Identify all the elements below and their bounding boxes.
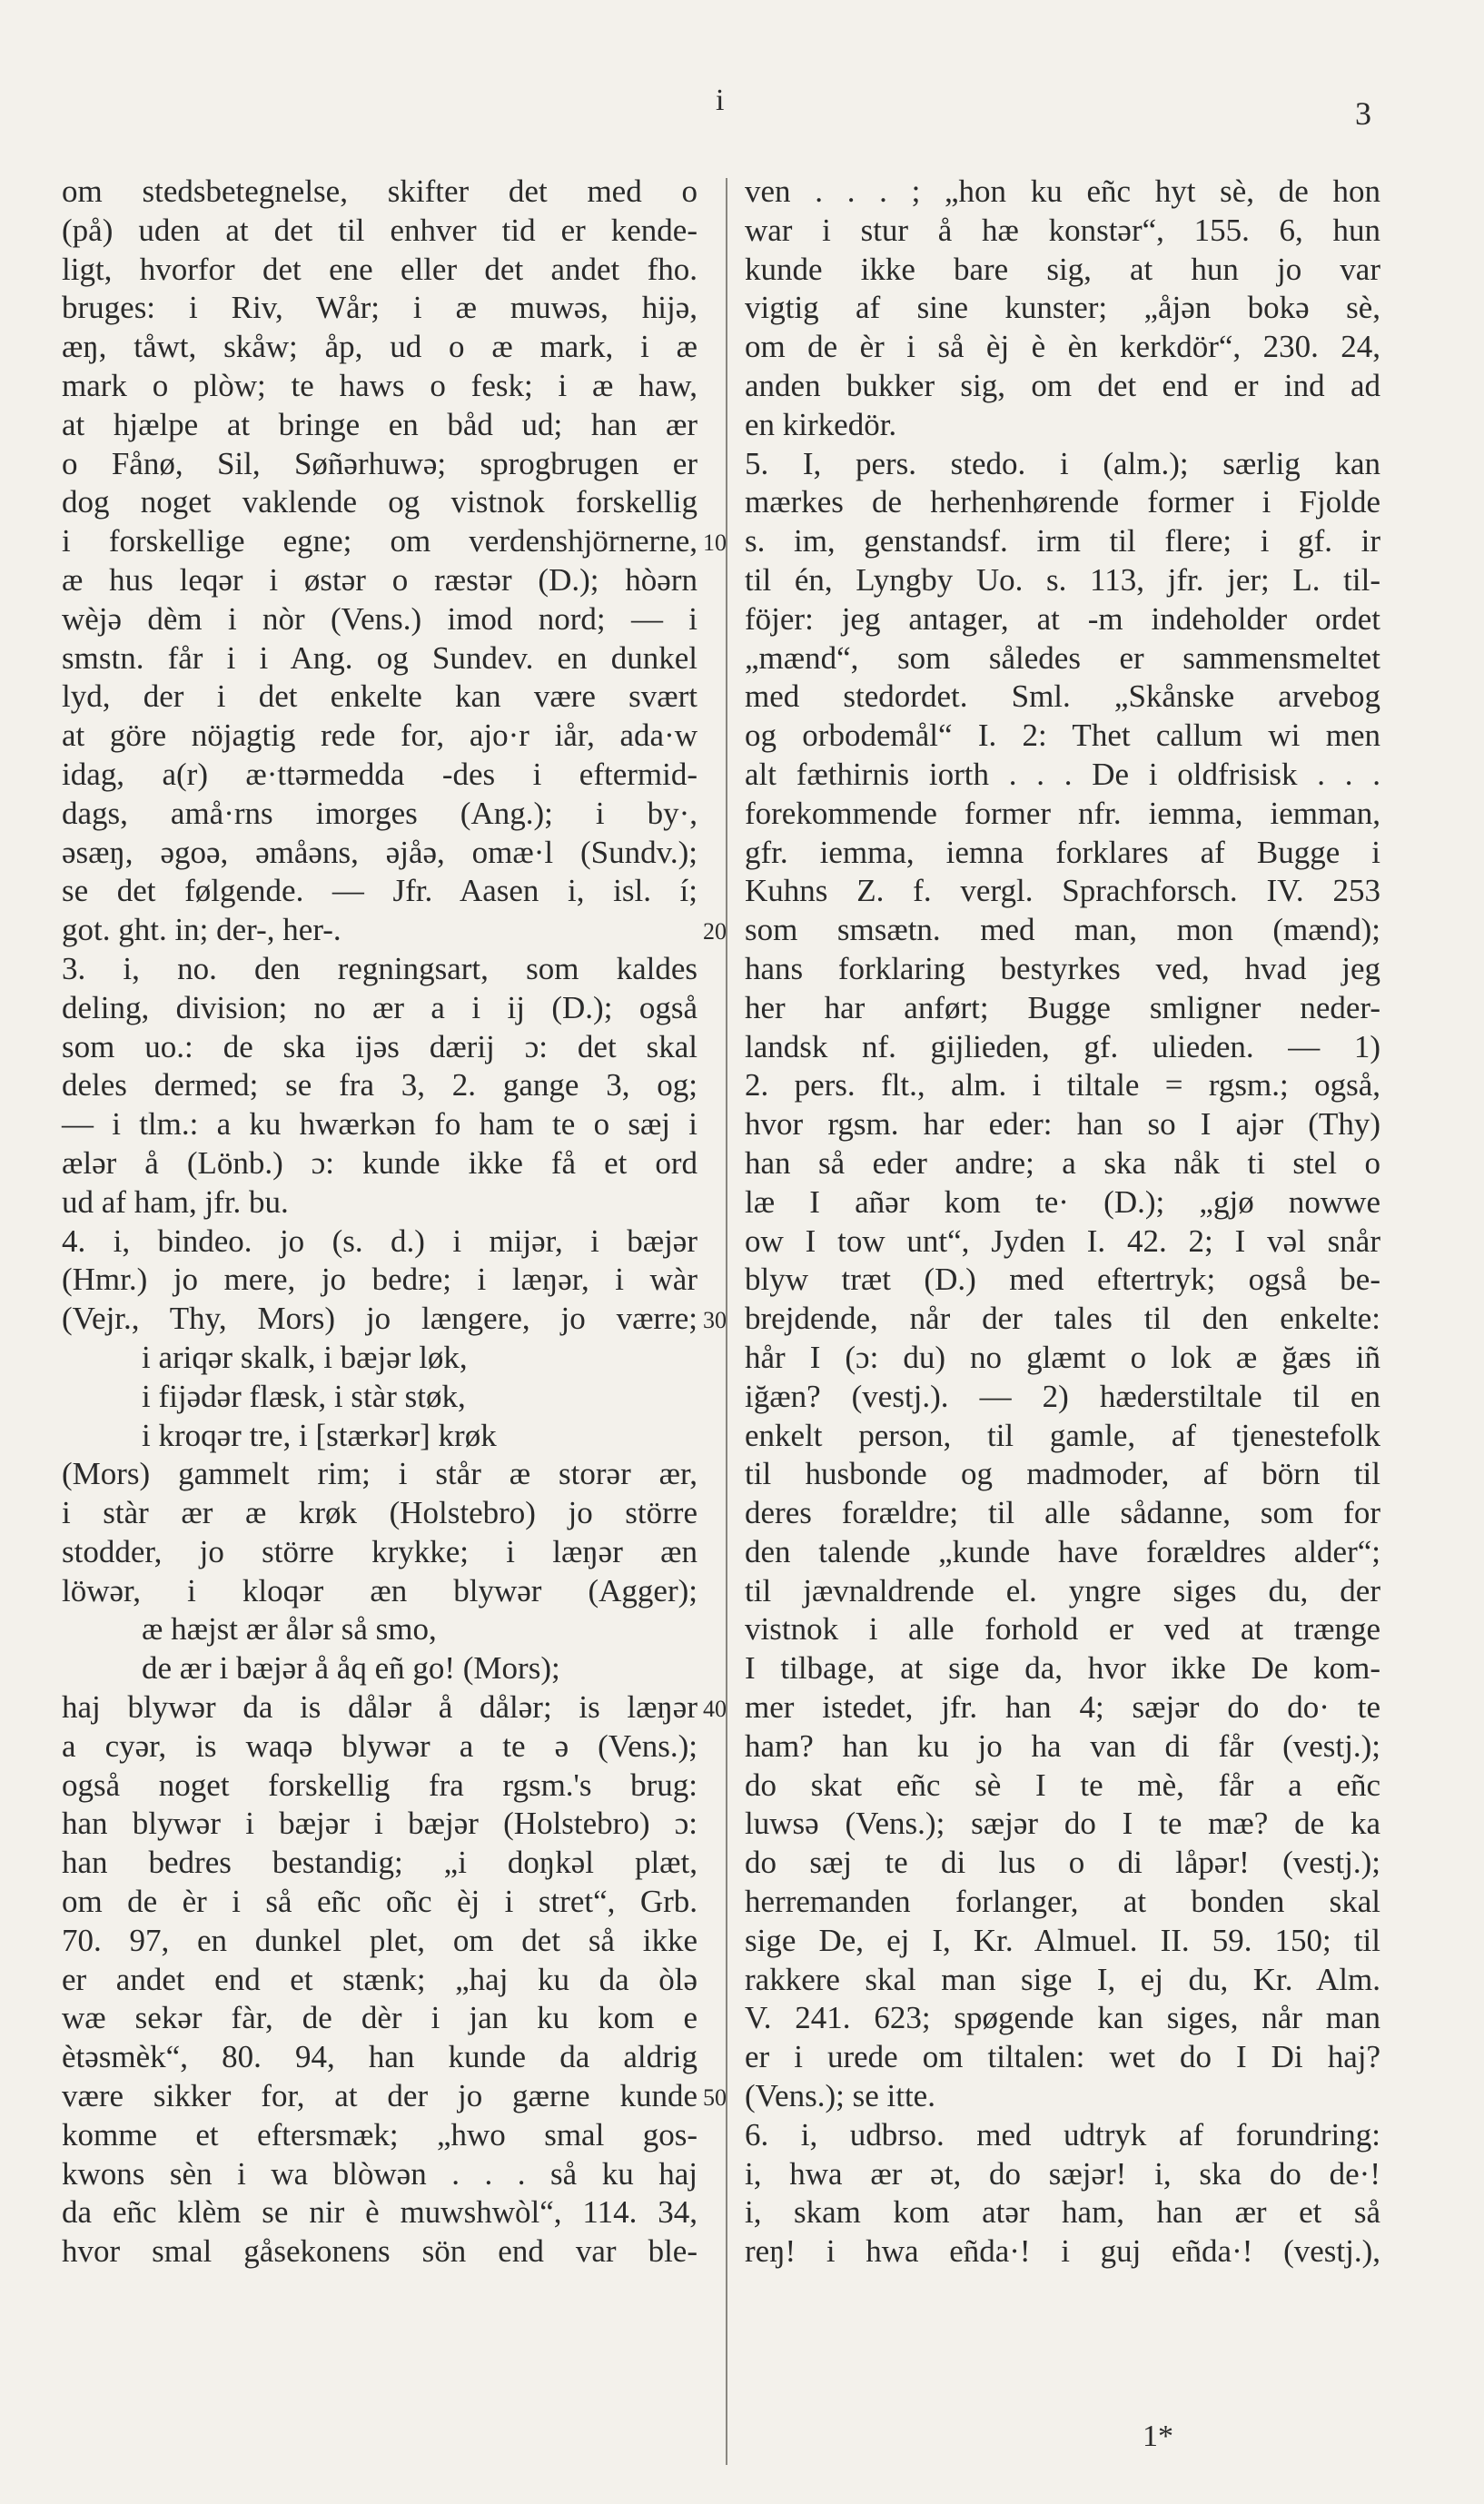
right-column-line: 2. pers. flt., alm. i tiltale = rgsm.; også, (745, 1067, 1380, 1104)
right-column-line: luwsə (Vens.); sæjər do I te mæ? de ka (745, 1806, 1380, 1842)
right-column-line: 6. i, udbrso. med udtryk af forundring: (745, 2116, 1380, 2153)
left-column-line: — i tlm.: a ku hwærkən fo ham te o sæj i (62, 1106, 697, 1143)
right-column-line: gfr. iemma, iemna forklares af Bugge i (745, 834, 1380, 870)
right-column-line: mærkes de herhenhørende former i Fjolde (745, 484, 1380, 520)
right-column-line: som smsætn. med man, mon (mænd); (745, 912, 1380, 948)
right-column-line: do skat eñc sè I te mè, får a eñc (745, 1767, 1380, 1803)
left-column-line: ligt, hvorfor det ene eller det andet fho. (62, 251, 697, 287)
left-column-line: wæ sekər fàr, de dèr i jan ku kom e (62, 2000, 697, 2036)
right-column-line: hvor rgsm. har eder: han so I ajər (Thy) (745, 1106, 1380, 1143)
left-column-line: ud af ham, jfr. bu. (62, 1183, 289, 1220)
line-number: 20 (703, 918, 727, 945)
left-column-line: (Vejr., Thy, Mors) jo længere, jo værre; (62, 1301, 697, 1337)
left-column-line: at göre nöjagtig rede for, ajo·r iår, ada·w (62, 718, 697, 754)
running-head-letter: i (716, 84, 725, 117)
left-column-line: i kroqər tre, i [stærkər] krøk (142, 1417, 497, 1453)
left-column-line: dog noget vaklende og vistnok forskellig (62, 484, 697, 520)
left-column-line: deles dermed; se fra 3, 2. gange 3, og; (62, 1067, 697, 1104)
right-column (745, 173, 1380, 2271)
left-column-line: idag, a(r) æ·ttərmedda -des i eftermid- (62, 756, 697, 792)
right-column-line: herremanden forlanger, at bonden skal (745, 1884, 1380, 1920)
right-column-line: og orbodemål“ I. 2: Thet callum wi men (745, 718, 1380, 754)
left-column-line: bruges: i Riv, Wår; i æ muwəs, hijə, (62, 290, 697, 326)
right-column-line: ven . . . ; „hon ku eñc hyt sè, de hon (745, 173, 1380, 209)
left-column-line: (på) uden at det til enhver tid er kende- (62, 212, 697, 248)
left-column-line: kwons sèn i wa blòwən . . . så ku haj (62, 2155, 697, 2192)
left-column (62, 173, 697, 2271)
right-column-line: er i urede om tiltalen: wet do I Di haj? (745, 2039, 1380, 2075)
left-column-line: komme et eftersmæk; „hwo smal gos- (62, 2116, 697, 2153)
left-column-line: wèjə dèm i nòr (Vens.) imod nord; — i (62, 600, 697, 637)
left-column-line: 3. i, no. den regningsart, som kaldes (62, 950, 697, 986)
left-column-line: æ hæjst ær ålər så smo, (142, 1611, 437, 1648)
right-column-line: „mænd“, som således er sammensmeltet (745, 639, 1380, 676)
page-number: 3 (1355, 95, 1371, 132)
right-column-line: anden bukker sig, om det end er ind ad (745, 367, 1380, 403)
right-column-line: mer istedet, jfr. han 4; sæjər do do· te (745, 1689, 1380, 1726)
right-column-line: V. 241. 623; spøgende kan siges, når man (745, 2000, 1380, 2036)
left-column-line: æŋ, tåwt, skåw; åp, ud o æ mark, i æ (62, 329, 697, 365)
left-column-line: da eñc klèm se nir è muwshwòl“, 114. 34, (62, 2194, 697, 2231)
right-column-line: forekommende former nfr. iemma, iemman, (745, 795, 1380, 831)
left-column-line: se det følgende. — Jfr. Aasen i, isl. í; (62, 873, 697, 909)
right-column-line: iğæn? (vestj.). — 2) hæderstiltale til en (745, 1378, 1380, 1414)
right-column-line: Kuhns Z. f. vergl. Sprachforsch. IV. 253 (745, 873, 1380, 909)
left-column-line: også noget forskellig fra rgsm.'s brug: (62, 1767, 697, 1803)
left-column-line: (Mors) gammelt rim; i står æ storər ær, (62, 1456, 697, 1492)
left-column-line: som uo.: de ska ijəs dærij ɔ: det skal (62, 1028, 697, 1064)
left-column-line: (Hmr.) jo mere, jo bedre; i læŋər, i wàr (62, 1262, 697, 1298)
right-column-line: s. im, genstandsf. irm til flere; i gf. ir (745, 523, 1380, 559)
left-column-line: i stàr ær æ krøk (Holstebro) jo större (62, 1495, 697, 1531)
right-column-line: deres forældre; til alle sådanne, som for (745, 1495, 1380, 1531)
left-column-line: hvor smal gåsekonens sön end var ble- (62, 2233, 697, 2270)
right-column-line: do sæj te di lus o di låpər! (vestj.); (745, 1845, 1380, 1881)
left-column-line: er andet end et stænk; „haj ku da òlə (62, 1961, 697, 1997)
right-column-line: hår I (ɔ: du) no glæmt o lok æ ğæs iñ (745, 1339, 1380, 1375)
left-column-line: mark o plòw; te haws o fesk; i æ haw, (62, 367, 697, 403)
left-column-line: være sikker for, at der jo gærne kunde (62, 2078, 697, 2114)
left-column-line: 70. 97, en dunkel plet, om det så ikke (62, 1922, 697, 1958)
right-column-line: sige De, ej I, Kr. Almuel. II. 59. 150; til (745, 1922, 1380, 1958)
right-column-line: læ I añər kom te· (D.); „gjø nowwe (745, 1183, 1380, 1220)
right-column-line: föjer: jeg antager, at -m indeholder ordet (745, 600, 1380, 637)
left-column-line: æ hus leqər i østər o ræstər (D.); hòərn (62, 561, 697, 598)
right-column-line: kunde ikke bare sig, at hun jo var (745, 251, 1380, 287)
left-column-line: smstn. får i i Ang. og Sundev. en dunkel (62, 639, 697, 676)
left-column-line: haj blywər da is dålər å dålər; is læŋər (62, 1689, 697, 1726)
right-column-line: rakkere skal man sige I, ej du, Kr. Alm. (745, 1961, 1380, 1997)
right-column-line: om de èr i så èj è èn kerkdör“, 230. 24, (745, 329, 1380, 365)
left-column-line: o Fånø, Sil, Søñərhuwə; sprogbrugen er (62, 445, 697, 481)
right-column-line: enkelt person, til gamle, af tjenestefolk (745, 1417, 1380, 1453)
signature-mark: 1* (1143, 2420, 1173, 2453)
right-column-line: (Vens.); se itte. (745, 2078, 935, 2114)
right-column-line: med stedordet. Sml. „Skånske arvebog (745, 678, 1380, 715)
right-column-line: ham? han ku jo ha van di får (vestj.); (745, 1727, 1380, 1764)
right-column-line: reŋ! i hwa eñda·! i guj eñda·! (vestj.), (745, 2233, 1380, 2270)
left-column-line: om stedsbetegnelse, skifter det med o (62, 173, 697, 209)
right-column-line: brejdende, når der tales til den enkelte: (745, 1301, 1380, 1337)
right-column-line: i, skam kom atər ham, han ær et så (745, 2194, 1380, 2231)
left-column-line: ètəsmèk“, 80. 94, han kunde da aldrig (62, 2039, 697, 2075)
line-number: 10 (703, 530, 727, 557)
left-column-line: lyd, der i det enkelte kan være svært (62, 678, 697, 715)
left-column-line: ælər å (Lönb.) ɔ: kunde ikke få et ord (62, 1144, 697, 1181)
left-column-line: stodder, jo större krykke; i læŋər æn (62, 1533, 697, 1569)
right-column-line: blyw træt (D.) med eftertryk; også be- (745, 1262, 1380, 1298)
right-column-line: vigtig af sine kunster; „åjən bokə sè, (745, 290, 1380, 326)
left-column-line: de ær i bæjər å åq eñ go! (Mors); (142, 1650, 560, 1687)
left-column-line: i fijədər flæsk, i stàr støk, (142, 1378, 466, 1414)
right-column-line: I tilbage, at sige da, hvor ikke De kom- (745, 1650, 1380, 1687)
left-column-line: əsæŋ, əgoə, əmåəns, əjåə, omæ·l (Sundv.); (62, 834, 697, 870)
left-column-line: i forskellige egne; om verdenshjörnerne, (62, 523, 697, 559)
right-column-line: vistnok i alle forhold er ved at trænge (745, 1611, 1380, 1648)
left-column-line: han blywər i bæjər i bæjər (Holstebro) ɔ: (62, 1806, 697, 1842)
left-column-line: löwər, i kloqər æn blywər (Agger); (62, 1572, 697, 1608)
right-column-line: her har anført; Bugge smligner neder- (745, 989, 1380, 1025)
left-column-line: got. ght. in; der-, her-. (62, 912, 341, 948)
right-column-line: hans forklaring bestyrkes ved, hvad jeg (745, 950, 1380, 986)
right-column-line: han så eder andre; a ska nåk ti stel o (745, 1144, 1380, 1181)
left-column-line: i ariqər skalk, i bæjər løk, (142, 1339, 468, 1375)
right-column-line: til én, Lyngby Uo. s. 113, jfr. jer; L. til- (745, 561, 1380, 598)
right-column-line: landsk nf. gijlieden, gf. ulieden. — 1) (745, 1028, 1380, 1064)
left-column-line: a cyər, is waqə blywər a te ə (Vens.); (62, 1727, 697, 1764)
right-column-line: en kirkedör. (745, 406, 897, 442)
left-column-line: han bedres bestandig; „i doŋkəl plæt, (62, 1845, 697, 1881)
right-column-line: ow I tow unt“, Jyden I. 42. 2; I vəl snår (745, 1222, 1380, 1259)
right-column-line: den talende „kunde have forældres alder“; (745, 1533, 1380, 1569)
left-column-line: deling, division; no ær a i ij (D.); også (62, 989, 697, 1025)
right-column-line: alt fæthirnis iorth . . . De i oldfrisisk . . . (745, 756, 1380, 792)
right-column-line: til husbonde og madmoder, af börn til (745, 1456, 1380, 1492)
line-number: 30 (703, 1307, 727, 1334)
right-column-line: i, hwa ær ət, do sæjər! i, ska do de·! (745, 2155, 1380, 2192)
line-number: 40 (703, 1696, 727, 1723)
left-column-line: dags, amå·rns imorges (Ang.); i by·, (62, 795, 697, 831)
right-column-line: 5. I, pers. stedo. i (alm.); særlig kan (745, 445, 1380, 481)
left-column-line: 4. i, bindeo. jo (s. d.) i mijər, i bæjər (62, 1222, 697, 1259)
left-column-line: at hjælpe at bringe en båd ud; han ær (62, 406, 697, 442)
left-column-line: om de èr i så eñc oñc èj i stret“, Grb. (62, 1884, 697, 1920)
line-number: 50 (703, 2084, 727, 2112)
right-column-line: til jævnaldrende el. yngre siges du, der (745, 1572, 1380, 1608)
right-column-line: war i stur å hæ konstər“, 155. 6, hun (745, 212, 1380, 248)
